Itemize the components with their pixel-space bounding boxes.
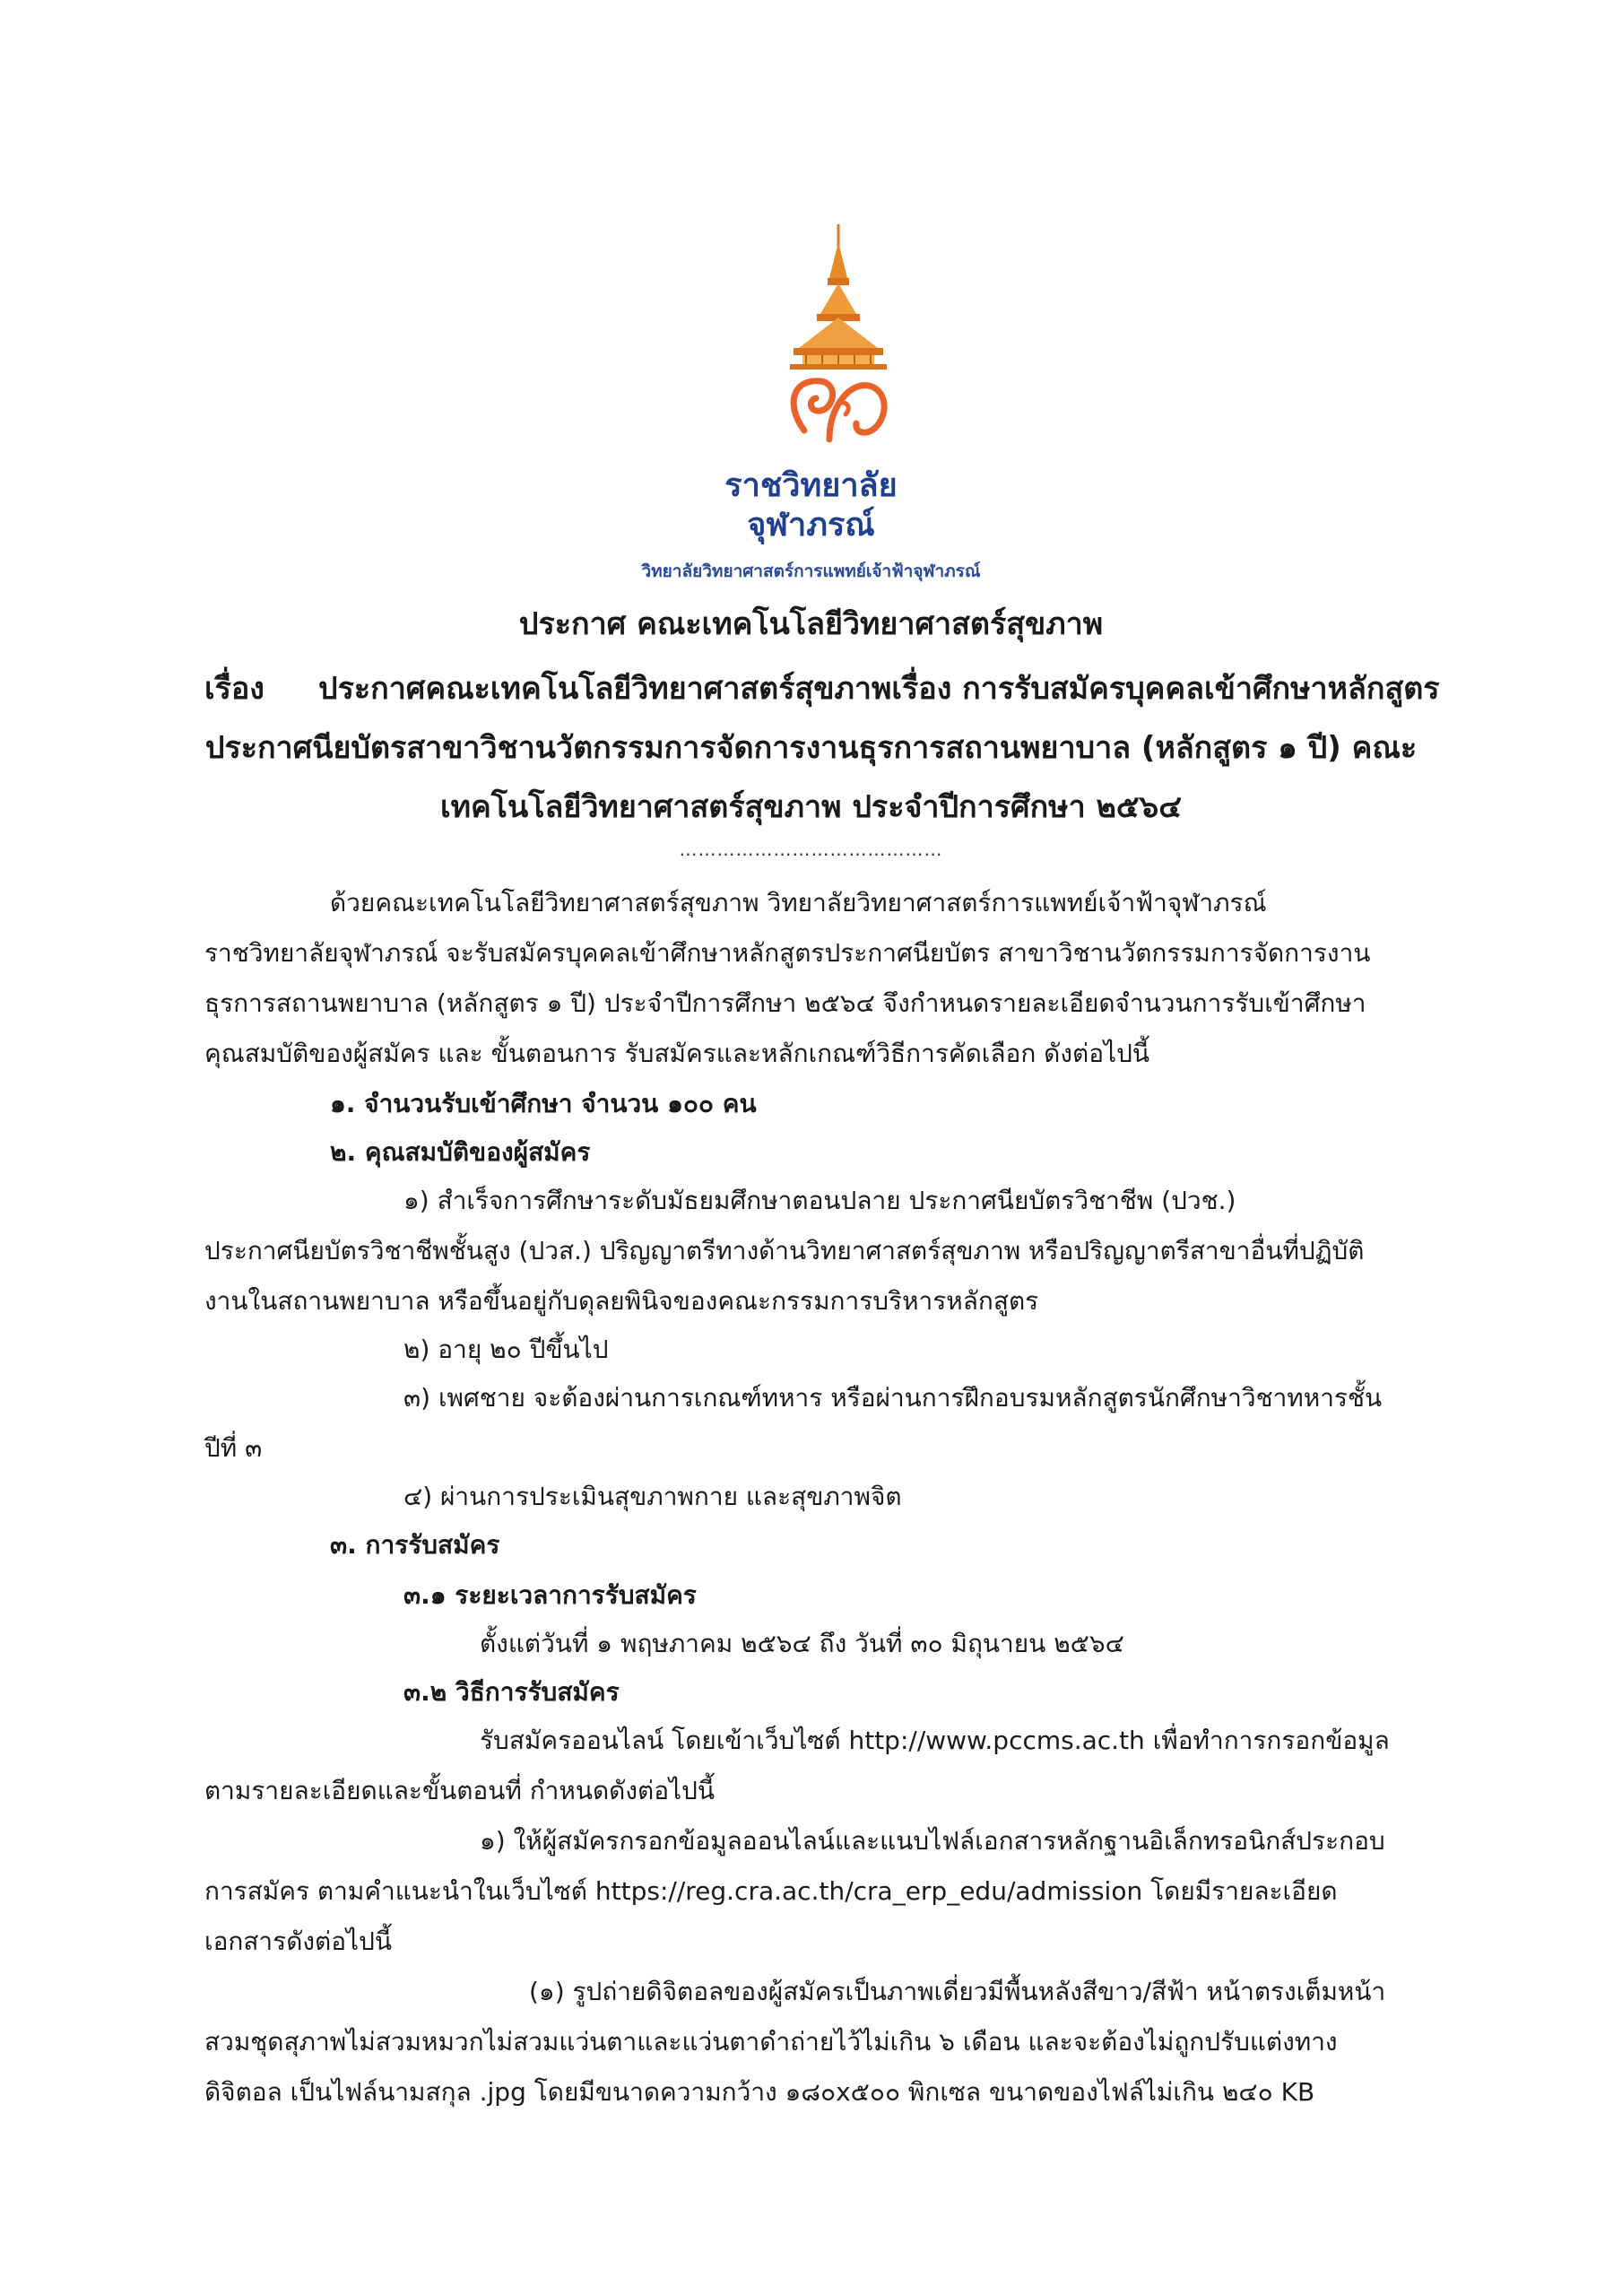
intro-line: ราชวิทยาลัยจุฬาภรณ์ จะรับสมัครบุคคลเข้าศึกษาหลักสูตรประกาศนียบัตร สาขาวิชานวัตกรรมการจัดการงาน (204, 938, 1371, 968)
step-1-line: การสมัคร ตามคำแนะนำในเว็บไซต์ https://reg.cra.ac.th/cra_erp_edu/admission โดยมีรายละเอียด (204, 1876, 1338, 1906)
qualification-3-line: ปีที่ ๓ (204, 1433, 263, 1463)
subject-label: เรื่อง (204, 671, 265, 707)
application-period: ตั้งแต่วันที่ ๑ พฤษภาคม ๒๕๖๔ ถึง วันที่ ๓๐ มิถุนายน ๒๕๖๔ (480, 1629, 1124, 1658)
logo-text-line1: ราชวิทยาลัย (724, 467, 898, 504)
qualification-2: ๒) อายุ ๒๐ ปีขึ้นไป (403, 1335, 609, 1364)
photo-requirement-line: สวมชุดสุภาพไม่สวมหมวกไม่สวมแว่นตาและแว่นตาดำถ่ายไว้ไม่เกิน ๖ เดือน และจะต้องไม่ถูกปรับแต่งทาง (204, 2027, 1338, 2057)
subject-line-2: ประกาศนียบัตรสาขาวิชานวัตกรรมการจัดการงานธุรการสถานพยาบาล (หลักสูตร ๑ ปี) คณะ (204, 730, 1418, 766)
qualification-1-line: ประกาศนียบัตรวิชาชีพชั้นสูง (ปวส.) ปริญญาตรีทางด้านวิทยาศาสตร์สุขภาพ หรือปริญญาตรีสาขาอื่นที่ปฏิบัติ (204, 1236, 1365, 1265)
photo-requirement-line: ดิจิตอล เป็นไฟล์นามสกุล .jpg โดยมีขนาดความกว้าง ๑๘๐x๕๐๐ พิกเซล ขนาดของไฟล์ไม่เกิน ๒๔๐ KB (204, 2077, 1315, 2107)
subject-line-3: เทคโนโลยีวิทยาศาสตร์สุขภาพ ประจำปีการศึกษา ๒๕๖๔ (440, 789, 1182, 825)
college-emblem-icon (767, 224, 910, 448)
step-1-line: เอกสารดังต่อไปนี้ (204, 1926, 393, 1956)
section-2-heading: ๒. คุณสมบัติของผู้สมัคร (330, 1137, 591, 1167)
qualification-3-line: ๓) เพศชาย จะต้องผ่านการเกณฑ์ทหาร หรือผ่านการฝึกอบรมหลักสูตรนักศึกษาวิชาทหารชั้น (403, 1383, 1383, 1413)
intro-line: คุณสมบัติของผู้สมัคร และ ขั้นตอนการ รับสมัครและหลักเกณฑ์วิธีการคัดเลือก ดังต่อไปนี้ (204, 1039, 1150, 1068)
photo-requirement-line: (๑) รูปถ่ายดิจิตอลของผู้สมัครเป็นภาพเดี่ยวมีพื้นหลังสีขาว/สีฟ้า หน้าตรงเต็มหน้า (529, 1977, 1386, 2006)
application-method-line: รับสมัครออนไลน์ โดยเข้าเว็บไซต์ http://www.pccms.ac.th เพื่อทำการกรอกข้อมูล (480, 1726, 1390, 1755)
section-3-1-heading: ๓.๑ ระยะเวลาการรับสมัคร (403, 1580, 697, 1610)
divider: …………………………………… (679, 839, 943, 860)
logo-subtitle: วิทยาลัยวิทยาศาสตร์การแพทย์เจ้าฟ้าจุฬาภรณ์ (641, 561, 981, 581)
application-method-line: ตามรายละเอียดและขั้นตอนที่ กำหนดดังต่อไปนี้ (204, 1776, 716, 1805)
subject-line-1: ประกาศคณะเทคโนโลยีวิทยาศาสตร์สุขภาพเรื่อง การรับสมัครบุคคลเข้าศึกษาหลักสูตร (318, 671, 1440, 707)
intro-line: ธุรการสถานพยาบาล (หลักสูตร ๑ ปี) ประจำปีการศึกษา ๒๕๖๔ จึงกำหนดรายละเอียดจำนวนการรับเข้าศึกษา (204, 988, 1366, 1018)
qualification-4: ๔) ผ่านการประเมินสุขภาพกาย และสุขภาพจิต (403, 1482, 902, 1511)
section-1-heading: ๑. จำนวนรับเข้าศึกษา จำนวน ๑๐๐ คน (330, 1089, 757, 1118)
step-1-line: ๑) ให้ผู้สมัครกรอกข้อมูลออนไลน์และแนบไฟล์เอกสารหลักฐานอิเล็กทรอนิกส์ประกอบ (480, 1826, 1385, 1856)
qualification-1-line: งานในสถานพยาบาล หรือขึ้นอยู่กับดุลยพินิจของคณะกรรมการบริหารหลักสูตร (204, 1286, 1039, 1316)
section-3-2-heading: ๓.๒ วิธีการรับสมัคร (403, 1677, 620, 1707)
logo-text-line2: จุฬาภรณ์ (747, 507, 875, 544)
qualification-1-line: ๑) สำเร็จการศึกษาระดับมัธยมศึกษาตอนปลาย ประกาศนียบัตรวิชาชีพ (ปวช.) (403, 1186, 1236, 1215)
section-3-heading: ๓. การรับสมัคร (330, 1530, 500, 1560)
intro-line: ด้วยคณะเทคโนโลยีวิทยาศาสตร์สุขภาพ วิทยาลัยวิทยาศาสตร์การแพทย์เจ้าฟ้าจุฬาภรณ์ (330, 888, 1267, 918)
announcement-title: ประกาศ คณะเทคโนโลยีวิทยาศาสตร์สุขภาพ (518, 606, 1104, 642)
